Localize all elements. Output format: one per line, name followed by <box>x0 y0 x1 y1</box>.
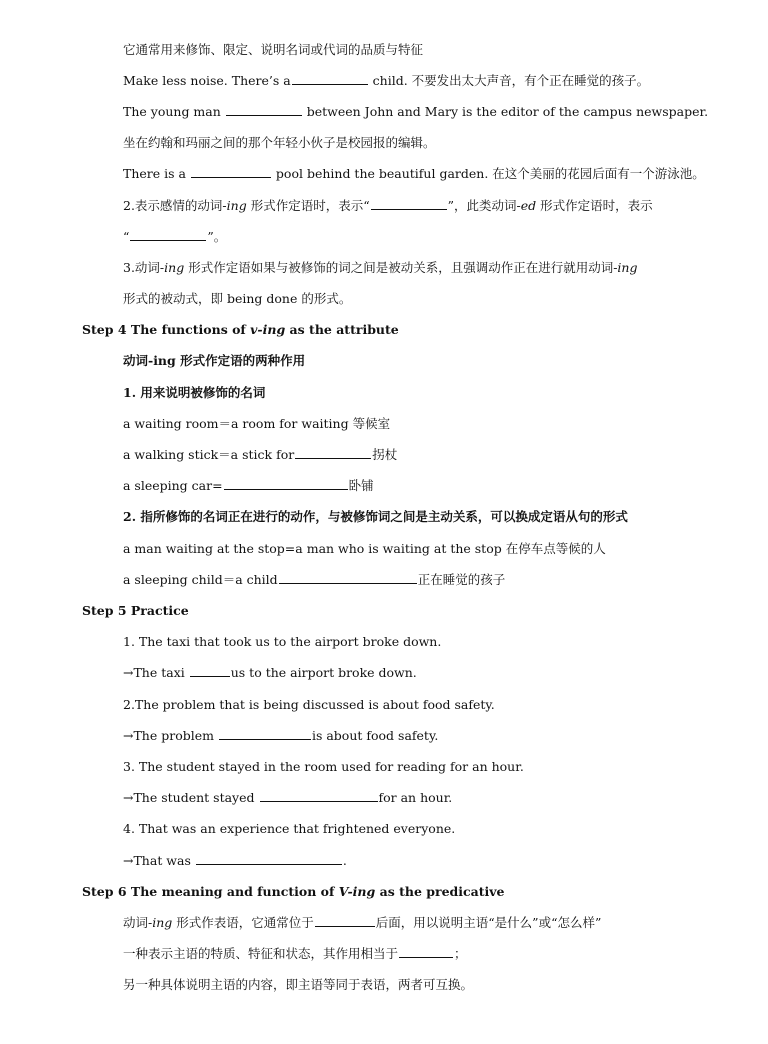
example-sentence <box>123 166 705 182</box>
section-heading: 动词-ing 形式作定语的两种作用 <box>123 353 306 368</box>
text: Make less noise. There’s a <box>123 73 291 88</box>
step-6-heading <box>82 884 505 900</box>
text: a sleeping car= <box>123 478 223 493</box>
text: us to the airport broke down. <box>230 665 417 680</box>
text: Step 6 The meaning and function of <box>82 884 339 899</box>
rule-3-cont: 形式的被动式，即 being done 的形式。 <box>123 291 352 306</box>
example: a waiting room＝a room for waiting 等候室 <box>123 416 391 431</box>
section-heading: 2. 指所修饰的名词正在进行的动作，与被修饰词之间是主动关系，可以换成定语从句的形式 <box>123 509 628 524</box>
practice-question: 3. The student stayed in the room used for reading for an hour. <box>123 759 524 774</box>
text: 动词- <box>123 915 153 930</box>
practice-question: 2.The problem that is being discussed is about food safety. <box>123 697 495 712</box>
text: as the predicative <box>375 884 505 899</box>
practice-answer <box>123 728 438 744</box>
example: a man waiting at the stop=a man who is waiting at the stop 在停车点等候的人 <box>123 541 606 556</box>
text: The young man <box>123 104 225 119</box>
step-5-heading: Step 5 Practice <box>82 603 189 618</box>
answer-blank[interactable] <box>295 447 371 459</box>
text: ； <box>454 946 467 961</box>
text: ed <box>520 198 537 213</box>
text: a sleeping child＝a child <box>123 572 278 587</box>
text: ”，此类动词- <box>447 198 521 213</box>
text: as the attribute <box>285 322 399 337</box>
text: v-ing <box>250 322 286 337</box>
practice-answer <box>123 853 347 869</box>
explanation <box>123 915 601 931</box>
answer-blank[interactable] <box>190 665 230 677</box>
practice-answer <box>123 790 452 806</box>
text: 3.动词- <box>123 260 165 275</box>
text: There is a <box>123 166 190 181</box>
practice-answer <box>123 665 417 681</box>
answer-blank[interactable] <box>224 478 348 490</box>
text: 后面，用以说明主语“是什么”或“怎么样” <box>375 915 602 930</box>
answer-blank[interactable] <box>196 853 342 865</box>
rule-2 <box>123 198 653 214</box>
text: 正在睡觉的孩子 <box>417 572 506 587</box>
text: . <box>342 853 347 868</box>
text: →The student stayed <box>123 790 259 805</box>
text: between John and Mary is the editor of the campus newspaper. <box>302 104 709 119</box>
answer-blank[interactable] <box>219 728 311 740</box>
text: 拐杖 <box>372 447 398 462</box>
section-heading: 1. 用来说明被修饰的名词 <box>123 385 266 400</box>
text: 形式作定语时，表示 <box>536 198 653 213</box>
text: Step 4 The functions of <box>82 322 251 337</box>
rule-3 <box>123 260 637 276</box>
text: →The problem <box>123 728 218 743</box>
text: ing <box>152 915 173 930</box>
text: child. 不要发出太大声音，有个正在睡觉的孩子。 <box>368 73 650 88</box>
rule-2-cont <box>123 229 226 245</box>
answer-blank[interactable] <box>292 73 368 85</box>
text: ing <box>164 260 185 275</box>
text: →That was <box>123 853 195 868</box>
step-4-heading <box>82 322 399 338</box>
text-line: 它通常用来修饰、限定、说明名词或代词的品质与特征 <box>123 42 424 57</box>
text: →The taxi <box>123 665 189 680</box>
example-sentence <box>123 73 649 89</box>
example <box>123 572 505 588</box>
text: pool behind the beautiful garden. 在这个美丽的花园后面有一个游泳池。 <box>271 166 705 181</box>
text: 形式作定语时，表示“ <box>246 198 370 213</box>
answer-blank[interactable] <box>279 572 417 584</box>
text: a walking stick＝a stick for <box>123 447 295 462</box>
answer-blank[interactable] <box>130 229 206 241</box>
answer-blank[interactable] <box>260 790 378 802</box>
answer-blank[interactable] <box>315 915 375 927</box>
answer-blank[interactable] <box>371 198 447 210</box>
text: is about food safety. <box>311 728 439 743</box>
answer-blank[interactable] <box>399 946 453 958</box>
practice-question: 1. The taxi that took us to the airport broke down. <box>123 634 442 649</box>
text: 2.表示感情的动词- <box>123 198 227 213</box>
text: for an hour. <box>378 790 453 805</box>
example <box>123 447 397 463</box>
practice-question: 4. That was an experience that frightened everyone. <box>123 821 456 836</box>
text: ing <box>617 260 638 275</box>
text: 形式作定语如果与被修饰的词之间是被动关系，且强调动作正在进行就用动词- <box>184 260 618 275</box>
text: “ <box>123 229 130 244</box>
text: V-ing <box>338 884 376 899</box>
explanation: 另一种具体说明主语的内容，即主语等同于表语，两者可互换。 <box>123 977 474 992</box>
example <box>123 478 374 494</box>
text: 形式作表语，它通常位于 <box>172 915 314 930</box>
answer-blank[interactable] <box>191 166 271 178</box>
text: ing <box>226 198 247 213</box>
explanation <box>123 946 467 962</box>
answer-blank[interactable] <box>226 104 302 116</box>
text: ”。 <box>207 229 227 244</box>
example-sentence <box>123 104 708 120</box>
text: 卧铺 <box>348 478 374 493</box>
text: 一种表示主语的特质、特征和状态，其作用相当于 <box>123 946 399 961</box>
translation: 坐在约翰和玛丽之间的那个年轻小伙子是校园报的编辑。 <box>123 135 436 150</box>
